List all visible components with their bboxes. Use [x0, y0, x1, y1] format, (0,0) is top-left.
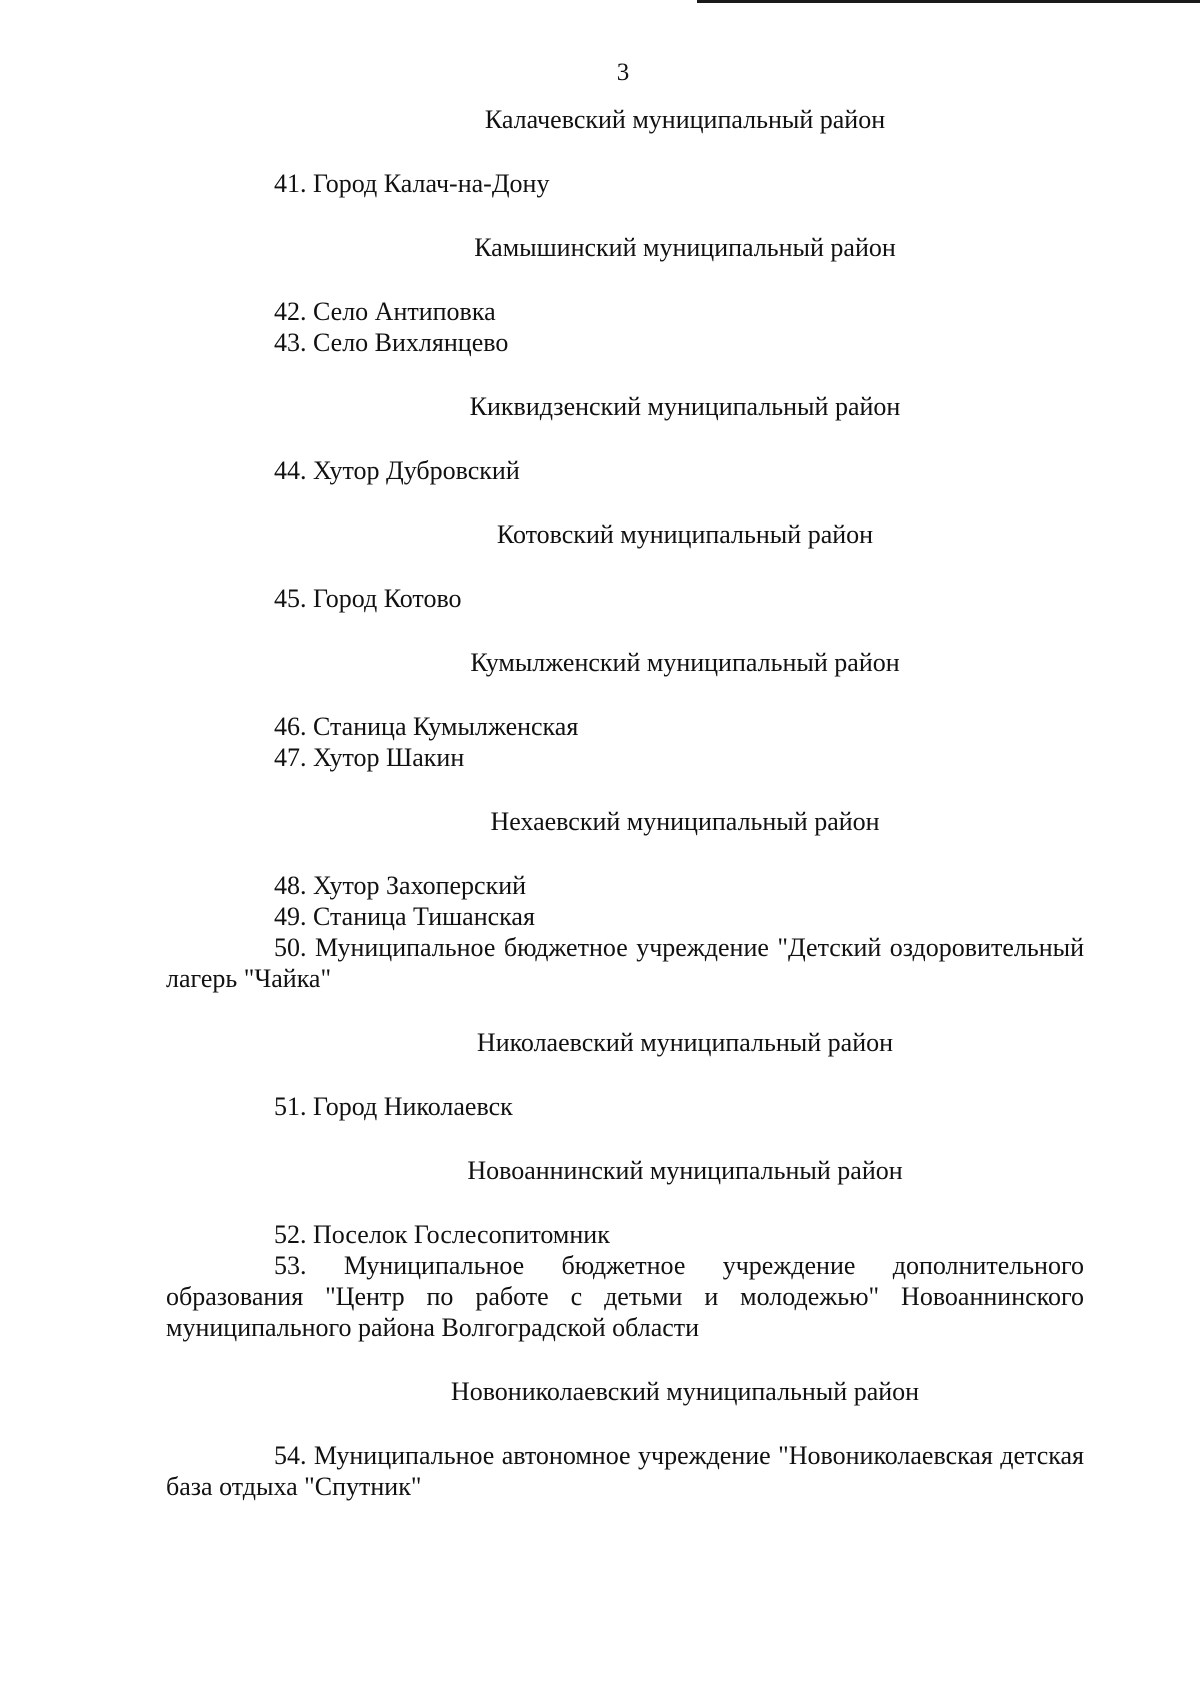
list-item [166, 327, 1084, 358]
settlement-list [166, 1219, 1084, 1343]
list-item [166, 742, 1084, 773]
district-heading: Киквидзенский муниципальный район [469, 392, 901, 421]
document-body [166, 104, 1084, 1535]
district-heading: Кумылженский муниципальный район [470, 648, 900, 677]
item-text: Хутор Шакин [313, 743, 465, 772]
item-text: Станица Кумылженская [313, 712, 579, 741]
settlement-list [166, 296, 1084, 358]
settlement-list [166, 583, 1084, 614]
list-item [166, 711, 1084, 742]
district-section [166, 104, 1084, 199]
settlement-list [166, 1440, 1084, 1502]
item-text: Город Николаевск [313, 1092, 513, 1121]
page-number: 3 [616, 59, 630, 86]
item-number: 45. [274, 584, 307, 613]
settlement-list [166, 711, 1084, 773]
item-number: 46. [274, 712, 307, 741]
item-number: 44. [274, 456, 307, 485]
item-number: 53. [274, 1251, 307, 1280]
item-number: 42. [274, 297, 307, 326]
item-text: Станица Тишанская [313, 902, 535, 931]
list-item [166, 932, 1084, 994]
scan-edge-line [697, 0, 1200, 3]
district-section [166, 232, 1084, 358]
list-item [166, 1091, 1084, 1122]
settlement-list [166, 168, 1084, 199]
item-text: Город Котово [313, 584, 462, 613]
item-number: 52. [274, 1220, 307, 1249]
district-section [166, 647, 1084, 773]
item-text: Муниципальное бюджетное учреждение "Детский оздоровительный лагерь "Чайка" [166, 933, 1085, 993]
item-text: Муниципальное автономное учреждение "Новониколаевская детская база отдыха "Спутник" [166, 1441, 1085, 1501]
list-item [166, 1250, 1084, 1343]
list-item [166, 870, 1084, 901]
item-number: 47. [274, 743, 307, 772]
item-text: Муниципальное бюджетное учреждение дополнительного образования "Центр по работе с детьми и молодежью" Новоаннинского муниципального района Волгоградской области [166, 1251, 1084, 1342]
district-section [166, 391, 1084, 486]
list-item [166, 583, 1084, 614]
settlement-list [166, 870, 1084, 994]
item-number: 49. [274, 902, 307, 931]
item-text: Село Вихлянцево [313, 328, 509, 357]
item-text: Хутор Дубровский [313, 456, 520, 485]
district-section [166, 1376, 1084, 1502]
item-number: 51. [274, 1092, 307, 1121]
item-number: 41. [274, 169, 307, 198]
list-item [166, 455, 1084, 486]
item-number: 50. [274, 933, 307, 962]
list-item [166, 168, 1084, 199]
item-number: 43. [274, 328, 307, 357]
district-section [166, 1155, 1084, 1343]
district-heading: Камышинский муниципальный район [474, 233, 896, 262]
list-item [166, 1219, 1084, 1250]
district-section [166, 806, 1084, 994]
district-section [166, 519, 1084, 614]
district-heading: Новониколаевский муниципальный район [450, 1377, 920, 1406]
district-heading: Нехаевский муниципальный район [490, 807, 880, 836]
item-number: 54. [274, 1441, 307, 1470]
item-text: Поселок Гослесопитомник [313, 1220, 610, 1249]
item-text: Хутор Захоперский [313, 871, 527, 900]
district-heading: Новоаннинский муниципальный район [467, 1156, 903, 1185]
district-section [166, 1027, 1084, 1122]
settlement-list [166, 455, 1084, 486]
list-item [166, 1440, 1084, 1502]
item-text: Город Калач-на-Дону [313, 169, 550, 198]
settlement-list [166, 1091, 1084, 1122]
district-heading: Николаевский муниципальный район [476, 1028, 894, 1057]
district-heading: Котовский муниципальный район [496, 520, 874, 549]
list-item [166, 901, 1084, 932]
list-item [166, 296, 1084, 327]
item-text: Село Антиповка [313, 297, 496, 326]
district-heading: Калачевский муниципальный район [484, 105, 886, 134]
item-number: 48. [274, 871, 307, 900]
